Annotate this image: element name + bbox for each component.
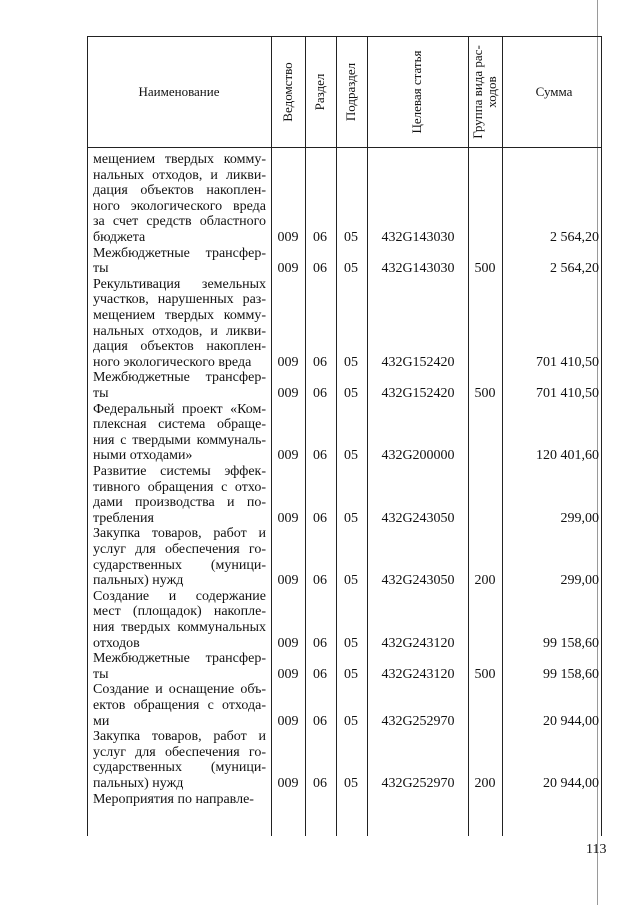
row-name xyxy=(93,589,266,651)
header-name-text: Наименование xyxy=(138,83,220,99)
row-section: 06 xyxy=(313,354,327,370)
header-section: Раздел xyxy=(312,73,327,111)
row-name-line: Межбюджетные трансфер- xyxy=(93,245,266,261)
table-row xyxy=(87,402,602,464)
row-name-line: ты xyxy=(93,666,109,682)
row-name xyxy=(93,464,266,526)
budget-table xyxy=(87,36,602,836)
row-subsection: 05 xyxy=(344,385,358,401)
row-section: 06 xyxy=(313,635,327,651)
row-name-line: Создание и содержание xyxy=(93,588,266,604)
row-subsection: 05 xyxy=(344,775,358,791)
row-name xyxy=(93,370,266,401)
header-amount xyxy=(502,36,602,147)
row-name xyxy=(93,682,266,729)
row-section: 06 xyxy=(313,510,327,526)
row-target-article: 432G143030 xyxy=(381,230,455,245)
row-department: 009 xyxy=(277,448,299,464)
row-name-line: дами производства и по- xyxy=(93,495,266,511)
header-expense-group-line2: ходов xyxy=(484,76,499,108)
table-row xyxy=(87,526,602,588)
row-name-line: Мероприятия по направле- xyxy=(93,791,254,807)
row-name-line: плексная система обраще- xyxy=(93,417,266,433)
row-name-line: сударственных (муници- xyxy=(93,760,266,776)
row-name xyxy=(93,526,266,588)
row-name-line: отходов xyxy=(93,635,140,651)
row-subsection: 05 xyxy=(344,573,358,589)
row-target-article: 432G152420 xyxy=(381,385,455,401)
row-name-line: участков, нарушенных раз- xyxy=(93,292,266,308)
row-name-line: бюджета xyxy=(93,229,146,245)
row-name-line: требления xyxy=(93,510,154,526)
row-section: 06 xyxy=(313,261,327,277)
row-department: 009 xyxy=(277,635,299,651)
table-row xyxy=(87,246,602,277)
row-amount: 2 564,20 xyxy=(550,261,599,277)
page-number: 113 xyxy=(586,842,607,857)
table-row xyxy=(87,370,602,401)
row-name-line: Рекультивация земельных xyxy=(93,276,266,292)
row-name-line: Закупка товаров, работ и xyxy=(93,526,266,542)
row-name xyxy=(93,152,266,246)
table-row xyxy=(87,729,602,791)
row-department: 009 xyxy=(277,573,299,589)
row-name-line: услуг для обеспечения го- xyxy=(93,541,266,557)
row-target-article: 432G243120 xyxy=(381,666,455,682)
table-row xyxy=(87,682,602,729)
row-amount: 299,00 xyxy=(560,573,599,589)
header-target-article: Целевая статья xyxy=(409,50,424,134)
row-name-line: пальных) нужд xyxy=(93,573,184,589)
row-subsection: 05 xyxy=(344,666,358,682)
row-name-line: нальных отходов, и ликви- xyxy=(93,167,266,183)
row-target-article: 432G243050 xyxy=(381,510,455,526)
row-section: 06 xyxy=(313,775,327,791)
row-department: 009 xyxy=(277,510,299,526)
row-expense-group: 200 xyxy=(474,775,496,791)
row-name-line: пальных) нужд xyxy=(93,775,184,791)
row-name-line: Федеральный проект «Ком- xyxy=(93,401,266,417)
row-expense-group: 500 xyxy=(474,261,496,277)
row-amount: 20 944,00 xyxy=(543,713,599,729)
row-name-line: за счет средств областного xyxy=(93,214,266,230)
row-amount: 99 158,60 xyxy=(543,635,599,651)
row-target-article: 432G252970 xyxy=(381,775,455,791)
row-name xyxy=(93,729,266,791)
row-section: 06 xyxy=(313,385,327,401)
row-amount: 701 410,50 xyxy=(536,354,599,370)
row-name-line: мест (площадок) накопле- xyxy=(93,604,266,620)
row-name-line: ты xyxy=(93,385,109,401)
row-name-line: нальных отходов, и ликви- xyxy=(93,323,266,339)
row-department: 009 xyxy=(277,775,299,791)
row-name-line: дация объектов накоплен- xyxy=(93,183,266,199)
row-section: 06 xyxy=(313,573,327,589)
row-name-line: ния твердых коммунальных xyxy=(93,619,266,635)
row-subsection: 05 xyxy=(344,261,358,277)
row-section: 06 xyxy=(313,666,327,682)
row-name-line: Межбюджетные трансфер- xyxy=(93,651,266,667)
table-row xyxy=(87,152,602,246)
row-name-line: ния с твердыми коммуналь- xyxy=(93,432,266,448)
row-subsection: 05 xyxy=(344,510,358,526)
header-department: Ведомство xyxy=(280,62,295,122)
row-name xyxy=(93,651,266,682)
row-subsection: 05 xyxy=(344,354,358,370)
row-amount: 20 944,00 xyxy=(543,775,599,791)
row-name-line: ты xyxy=(93,261,109,277)
header-expense-group xyxy=(471,45,499,139)
row-target-article: 432G200000 xyxy=(381,448,455,464)
row-section: 06 xyxy=(313,448,327,464)
row-amount: 2 564,20 xyxy=(550,230,599,245)
table-row xyxy=(87,651,602,682)
row-section: 06 xyxy=(313,230,327,245)
row-department: 009 xyxy=(277,354,299,370)
row-department: 009 xyxy=(277,385,299,401)
header-expense-group-line1: Группа вида рас- xyxy=(470,45,485,139)
row-amount: 701 410,50 xyxy=(536,385,599,401)
row-amount: 299,00 xyxy=(560,510,599,526)
table-row xyxy=(87,464,602,526)
row-target-article: 432G143030 xyxy=(381,261,455,277)
header-bottom-border xyxy=(87,147,602,148)
row-name-line: сударственных (муници- xyxy=(93,557,266,573)
row-target-article: 432G252970 xyxy=(381,713,455,729)
row-section: 06 xyxy=(313,713,327,729)
row-name xyxy=(93,792,266,808)
row-name-line: дация объектов накоплен- xyxy=(93,339,266,355)
row-target-article: 432G243120 xyxy=(381,635,455,651)
row-name-line: Межбюджетные трансфер- xyxy=(93,370,266,386)
row-expense-group: 500 xyxy=(474,666,496,682)
row-expense-group: 500 xyxy=(474,385,496,401)
header-name xyxy=(87,36,271,147)
table-row xyxy=(87,792,602,808)
row-amount: 99 158,60 xyxy=(543,666,599,682)
row-department: 009 xyxy=(277,230,299,245)
row-name-line: услуг для обеспечения го- xyxy=(93,744,266,760)
row-name xyxy=(93,246,266,277)
row-expense-group: 200 xyxy=(474,573,496,589)
row-name-line: ного экологического вреда xyxy=(93,198,266,214)
row-amount: 120 401,60 xyxy=(536,448,599,464)
row-target-article: 432G152420 xyxy=(381,354,455,370)
row-name xyxy=(93,277,266,371)
row-subsection: 05 xyxy=(344,230,358,245)
row-subsection: 05 xyxy=(344,635,358,651)
row-name-line: ми xyxy=(93,713,110,729)
row-department: 009 xyxy=(277,713,299,729)
header-amount-text: Сумма xyxy=(535,83,573,99)
row-name-line: Создание и оснащение объ- xyxy=(93,682,266,698)
row-name-line: Закупка товаров, работ и xyxy=(93,729,266,745)
row-name-line: тивного обращения с отхо- xyxy=(93,479,266,495)
row-department: 009 xyxy=(277,261,299,277)
header-subsection: Подраздел xyxy=(343,62,358,122)
row-target-article: 432G243050 xyxy=(381,573,455,589)
row-department: 009 xyxy=(277,666,299,682)
row-name-line: мещением твердых комму- xyxy=(93,152,266,167)
row-name-line: мещением твердых комму- xyxy=(93,307,266,323)
row-name-line: ектов обращения с отхода- xyxy=(93,697,266,713)
table-row xyxy=(87,277,602,371)
table-row xyxy=(87,589,602,651)
row-name xyxy=(93,402,266,464)
row-name-line: ными отходами» xyxy=(93,448,193,464)
row-name-line: Развитие системы эффек- xyxy=(93,464,266,479)
row-name-line: ного экологического вреда xyxy=(93,354,252,370)
row-subsection: 05 xyxy=(344,713,358,729)
row-subsection: 05 xyxy=(344,448,358,464)
